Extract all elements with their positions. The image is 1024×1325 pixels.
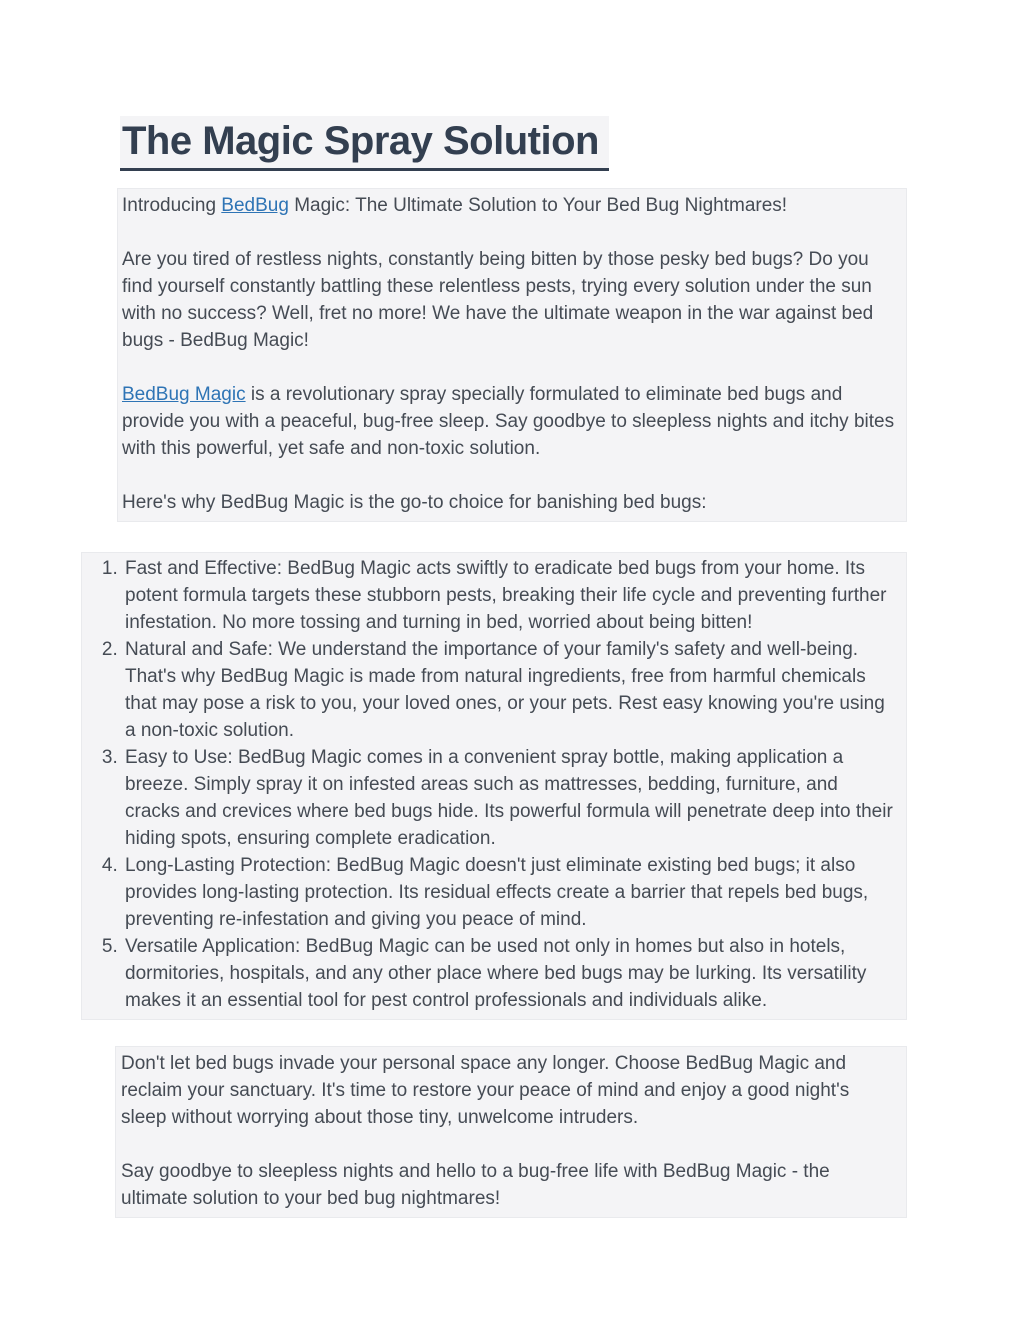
- closing-block: [115, 1046, 907, 1218]
- benefits-block: [81, 552, 907, 1020]
- intro-block: [117, 188, 907, 522]
- list-item: 2. Natural and Safe: We understand the importance of your family's safety and well-being. That's why BedBug Magic is made from natural ingredients, free from harmful chemicals that may pose a risk to you, your loved ones, or your pets. Rest easy knowing you're using a non-toxic solution.: [123, 636, 898, 744]
- title-section: [120, 116, 907, 171]
- closing-paragraph-2: Say goodbye to sleepless nights and hello to a bug-free life with BedBug Magic - the ultimate solution to your bed bug nightmares!: [121, 1160, 830, 1209]
- list-item: 4. Long-Lasting Protection: BedBug Magic doesn't just eliminate existing bed bugs; it also provides long-lasting protection. Its residual effects create a barrier that repels bed bugs, preventing re-infestation and giving you peace of mind.: [123, 852, 898, 933]
- intro-paragraph-3: [122, 381, 898, 462]
- intro-paragraph-2: Are you tired of restless nights, constantly being bitten by those pesky bed bugs? Do you find yourself constantly battling these relentless pests, trying every solution under the sun with no success? Well, fret no more! We have the ultimate weapon in the war against bed bugs - BedBug Magic!: [122, 248, 874, 351]
- intro-p1-suffix: Magic: The Ultimate Solution to Your Bed Bug Nightmares!: [288, 194, 788, 216]
- closing-paragraph-1: Don't let bed bugs invade your personal space any longer. Choose BedBug Magic and reclaim your sanctuary. It's time to restore your peace of mind and enjoy a good night's sleep without worrying about those tiny, unwelcome intruders.: [121, 1052, 850, 1128]
- intro-paragraph-1: [122, 192, 898, 219]
- list-item: 5. Versatile Application: BedBug Magic can be used not only in homes but also in hotels, dormitories, hospitals, and any other place where bed bugs may be lurking. Its versatility makes it an essential tool for pest control professionals and individuals alike.: [123, 933, 898, 1014]
- intro-paragraph-4: Here's why BedBug Magic is the go-to choice for banishing bed bugs:: [122, 491, 707, 513]
- intro-p1-prefix: Introducing: [122, 194, 222, 216]
- intro-p3-suffix: is a revolutionary spray specially formulated to eliminate bed bugs and provide you with a peaceful, bug-free sleep. Say goodbye to sleepless nights and itchy bites with this powerful, yet safe and non-toxic solution.: [122, 383, 895, 459]
- list-item: 1. Fast and Effective: BedBug Magic acts swiftly to eradicate bed bugs from your home. Its potent formula targets these stubborn pests, breaking their life cycle and preventing further infestation. No more tossing and turning in bed, worried about being bitten!: [123, 555, 898, 636]
- list-item: 3. Easy to Use: BedBug Magic comes in a convenient spray bottle, making application a breeze. Simply spray it on infested areas such as mattresses, bedding, furniture, and cracks and crevices where bed bugs hide. Its powerful formula will penetrate deep into their hiding spots, ensuring complete eradication.: [123, 744, 898, 852]
- page-title: The Magic Spray Solution: [120, 116, 609, 171]
- bedbug-link[interactable]: BedBug: [221, 194, 289, 216]
- benefits-list: [82, 555, 898, 1014]
- bedbug-magic-link[interactable]: BedBug Magic: [122, 383, 246, 405]
